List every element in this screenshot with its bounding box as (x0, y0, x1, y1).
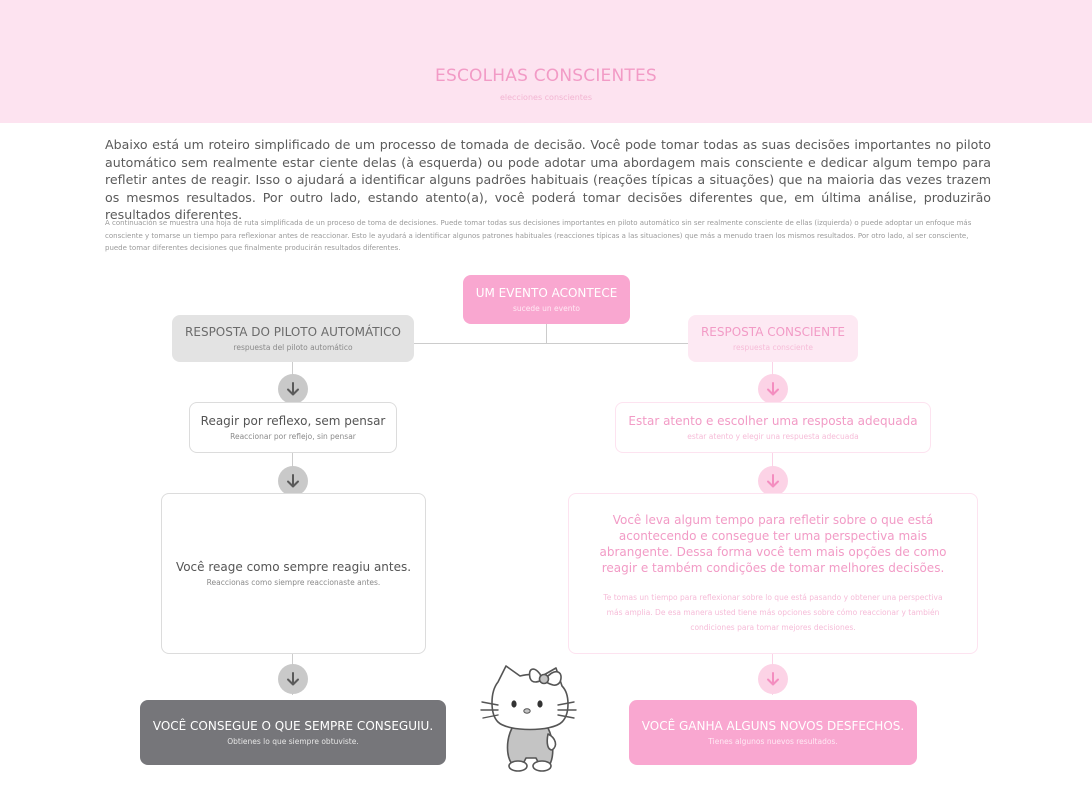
event-sublabel: sucede un evento (513, 304, 580, 313)
conscious-step-reflect-sublabel: Te tomas un tiempo para reflexionar sobre lo que está pasando y obtener una perspectiva más amplia. De esa manera usted tiene más opciones sobre cómo reaccionar y también condiciones para tomar mejores decisiones. (603, 593, 943, 632)
conscious-outcome (629, 700, 917, 765)
intro-paragraph-spanish: A continuación se muestra una hoja de ruta simplificada de un proceso de toma de decisiones. Puede tomar todas sus decisiones importantes en piloto automático sin ser realmente consciente de ellas (izquierda) o puede adoptar un enfoque más consciente y tomarse un tiempo para reflexionar antes de reaccionar. Esto le ayudará a identificar algunos patrones habituales (reacciones típicas a las situaciones) que más a menudo traen los mismos resultados. Por otro lado, al ser consciente, puede tomar diferentes decisiones que finalmente producirán resultados diferentes. (105, 219, 972, 252)
conscious-response-sublabel: respuesta consciente (733, 343, 813, 352)
event-box (463, 275, 630, 324)
conscious-step-attentive-sublabel: estar atento y elegir una respuesta adecuada (687, 432, 859, 441)
page-subtitle: elecciones conscientes (499, 93, 593, 102)
conscious-step-reflect (568, 493, 978, 654)
connector-horizontal (414, 343, 689, 344)
hello-kitty-illustration (478, 662, 583, 772)
autopilot-step-reflex-label: Reagir por reflexo, sem pensar (200, 414, 386, 428)
arrow-down-icon (758, 374, 788, 404)
autopilot-step-react-label: Você reage como sempre reagiu antes. (175, 560, 412, 574)
arrow-down-icon (758, 466, 788, 496)
arrow-down-icon (278, 466, 308, 496)
autopilot-response-label: RESPOSTA DO PILOTO AUTOMÁTICO (185, 325, 401, 339)
autopilot-response-header (172, 315, 414, 362)
autopilot-step-react (161, 493, 426, 654)
arrow-down-icon (278, 664, 308, 694)
autopilot-step-react-sublabel: Reaccionas como siempre reaccionaste antes. (206, 578, 381, 587)
autopilot-step-reflex (189, 402, 397, 453)
autopilot-step-reflex-sublabel: Reaccionar por reflejo, sin pensar (230, 432, 356, 441)
conscious-outcome-label: VOCÊ GANHA ALGUNS NOVOS DESFECHOS. (641, 719, 905, 733)
header-banner (0, 0, 1092, 123)
autopilot-outcome-label: VOCÊ CONSEGUE O QUE SEMPRE CONSEGUIU. (152, 719, 434, 733)
conscious-step-attentive (615, 402, 931, 453)
autopilot-response-sublabel: respuesta del piloto automático (233, 343, 353, 352)
event-label: UM EVENTO ACONTECE (475, 286, 618, 300)
intro-paragraph-portuguese: Abaixo está um roteiro simplificado de um processo de tomada de decisão. Você pode tomar todas as suas decisões importantes no piloto automático sem realmente estar ciente delas (à esquerda) ou pode adotar uma abordagem mais consciente e dedicar algum tempo para refletir antes de reagir. Isso o ajudará a identificar alguns padrões habituais (reações típicas a situações) que na maioria das vezes trazem os mesmos resultados. Por outro lado, estando atento(a), você poderá tomar decisões diferentes que, em última análise, produzirão resultados diferentes. (105, 137, 991, 222)
arrow-down-icon (758, 664, 788, 694)
autopilot-outcome-sublabel: Obtienes lo que siempre obtuviste. (227, 737, 359, 746)
conscious-step-attentive-label: Estar atento e escolher uma resposta adequada (628, 414, 918, 428)
page-title: ESCOLHAS CONSCIENTES (435, 66, 657, 86)
conscious-response-header (688, 315, 858, 362)
conscious-response-label: RESPOSTA CONSCIENTE (700, 325, 846, 339)
conscious-outcome-sublabel: Tienes algunos nuevos resultados. (708, 737, 838, 746)
conscious-step-reflect-label: Você leva algum tempo para refletir sobre o que está acontecendo e consegue ter uma perspectiva mais abrangente. Dessa forma você tem mais opções de como reagir e também condições de tomar melhores decisões. (599, 513, 947, 575)
autopilot-outcome (140, 700, 446, 765)
arrow-down-icon (278, 374, 308, 404)
connector-event-down (546, 323, 547, 344)
